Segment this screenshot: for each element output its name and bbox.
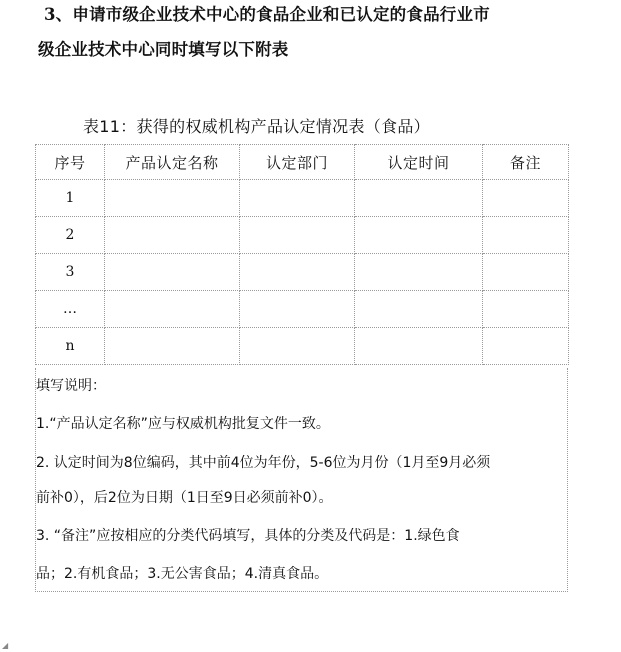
header-certification-date: 认定时间 — [355, 145, 483, 180]
table-row — [36, 254, 569, 291]
table-row — [36, 217, 569, 254]
table-row — [36, 328, 569, 365]
certification-table — [35, 144, 569, 365]
header-certifying-department: 认定部门 — [240, 145, 355, 180]
table-cell — [483, 217, 569, 254]
table-header-row — [36, 145, 569, 180]
instruction-line: 前补0），后2位为日期（1日至9日必须前补0）。 — [36, 490, 333, 506]
header-remarks: 备注 — [483, 145, 569, 180]
table-row — [36, 291, 569, 328]
table-cell — [483, 328, 569, 365]
table-cell — [105, 180, 240, 217]
table-cell — [355, 217, 483, 254]
table-cell — [105, 217, 240, 254]
table-cell — [240, 217, 355, 254]
header-product-certification-name: 产品认定名称 — [105, 145, 240, 180]
table-cell — [483, 254, 569, 291]
section-heading-line-1: 3、申请市级企业技术中心的食品企业和已认定的食品行业市 — [44, 5, 490, 24]
table-caption: 表11：获得的权威机构产品认定情况表（食品） — [83, 117, 430, 136]
instruction-line: 3. “备注”应按相应的分类代码填写，具体的分类及代码是：1.绿色食 — [36, 528, 460, 544]
table-cell — [355, 254, 483, 291]
instruction-line: 1.“产品认定名称”应与权威机构批复文件一致。 — [36, 416, 330, 432]
table-cell — [105, 328, 240, 365]
table-cell — [355, 180, 483, 217]
row-serial-cell: 2 — [36, 217, 105, 254]
row-serial-cell: 1 — [36, 180, 105, 217]
instructions-title: 填写说明： — [36, 378, 106, 394]
filling-instructions — [35, 368, 568, 592]
instruction-line: 2. 认定时间为8位编码，其中前4位为年份，5-6位为月份（1月至9月必须 — [36, 455, 491, 471]
table-cell — [483, 291, 569, 328]
table-cell — [105, 254, 240, 291]
row-serial-cell: n — [36, 328, 105, 365]
instruction-line: 品；2.有机食品；3.无公害食品；4.清真食品。 — [36, 566, 329, 582]
table-cell — [105, 291, 240, 328]
table-cell — [240, 180, 355, 217]
table-cell — [240, 254, 355, 291]
table-cell — [240, 291, 355, 328]
section-heading-line-2: 级企业技术中心同时填写以下附表 — [38, 40, 289, 59]
table-cell — [483, 180, 569, 217]
header-serial-number: 序号 — [36, 145, 105, 180]
row-serial-cell: … — [36, 291, 105, 328]
table-cell — [355, 328, 483, 365]
row-serial-cell: 3 — [36, 254, 105, 291]
table-row — [36, 180, 569, 217]
table-cell — [240, 328, 355, 365]
table-cell — [355, 291, 483, 328]
page-corner-mark: ◢ — [2, 641, 9, 650]
